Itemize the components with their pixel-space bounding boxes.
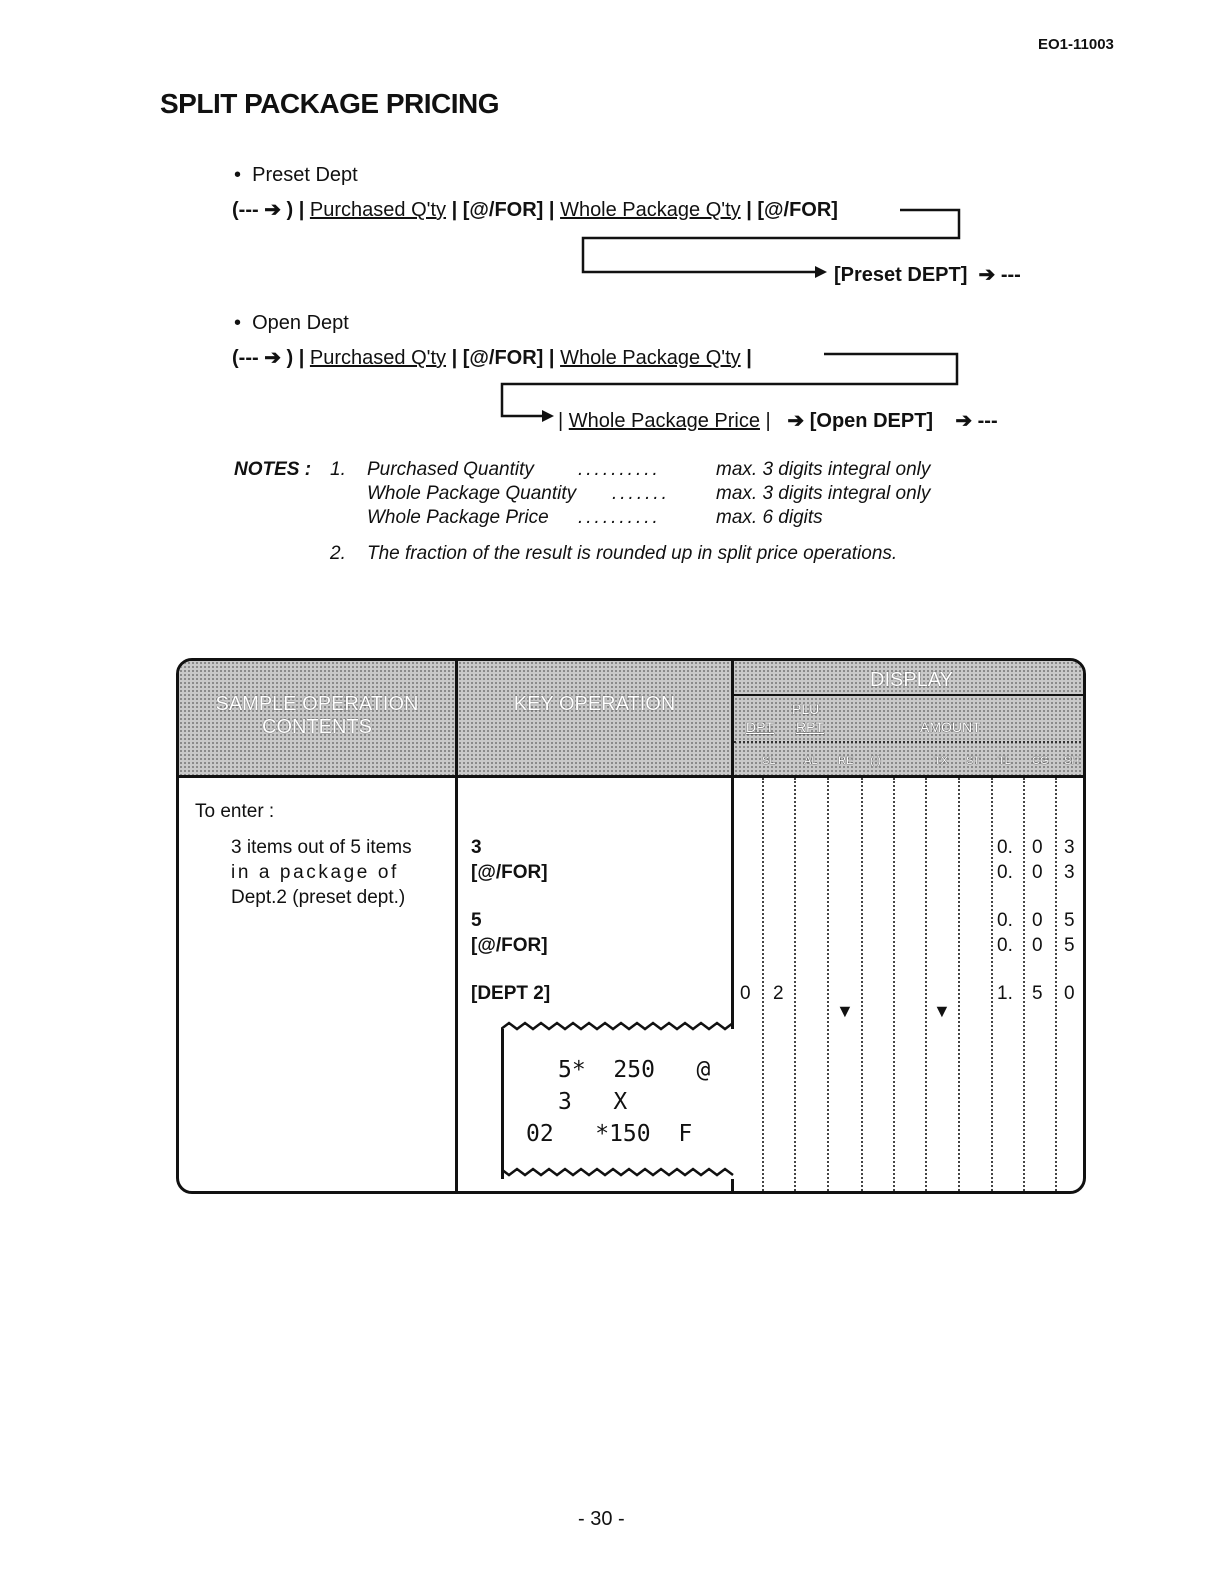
- indicator-cg: CG: [1032, 755, 1049, 767]
- indicator-sh: SH: [1064, 755, 1080, 767]
- indicator-tl: TL: [998, 755, 1011, 767]
- receipt-tear-bottom: [501, 1165, 735, 1179]
- notes-label: NOTES :: [234, 459, 312, 480]
- open-trail: ---: [977, 410, 998, 432]
- receipt-tear-top: [501, 1021, 735, 1035]
- note-desc: max. 3 digits integral only: [716, 459, 931, 480]
- arrow-icon: ➔: [978, 264, 996, 286]
- receipt-line: 5* 250 @: [558, 1057, 711, 1083]
- preset-lead-close: ): [280, 199, 294, 221]
- display-column: [991, 778, 993, 1191]
- sample-desc-line: 3 items out of 5 items: [231, 837, 412, 858]
- note-row: Whole Package Price: [367, 507, 549, 528]
- display-digit: 0: [1064, 983, 1075, 1004]
- display-digit: 0.: [997, 935, 1013, 956]
- display-digit: 0: [1032, 837, 1043, 858]
- note-dots: ..........: [578, 459, 661, 480]
- display-digit: 0.: [997, 910, 1013, 931]
- indicator-sl: SL: [762, 755, 776, 767]
- indicator-minus: (-): [870, 755, 881, 767]
- note-desc: max. 3 digits integral only: [716, 483, 931, 504]
- open-lead-close: ): [280, 347, 294, 369]
- header-dpt: DPT: [746, 719, 774, 735]
- receipt-line: 02 *150 F: [526, 1121, 693, 1147]
- preset-bullet: • Preset Dept: [234, 164, 358, 186]
- display-column: [1023, 778, 1025, 1191]
- page-number: - 30 -: [578, 1508, 625, 1530]
- operation-table: [176, 658, 1086, 1194]
- sample-desc-line: Dept.2 (preset dept.): [231, 887, 406, 908]
- note-desc: max. 6 digits: [716, 507, 823, 528]
- open-end-key: [Open DEPT]: [809, 410, 934, 432]
- document-number: EO1-11003: [1038, 36, 1114, 53]
- display-column: [827, 778, 829, 1191]
- arrow-icon: ➔: [264, 347, 281, 369]
- header-key-label: KEY OPERATION: [513, 693, 676, 715]
- display-column: [925, 778, 927, 1191]
- indicator-st: ST: [966, 755, 981, 767]
- key-step: [DEPT 2]: [471, 983, 551, 1004]
- arrow-icon: ➔: [264, 199, 281, 221]
- display-digit: 5: [1032, 983, 1043, 1004]
- preset-bullet-label: Preset Dept: [252, 164, 358, 186]
- note-dots: .......: [612, 483, 670, 504]
- display-digit: 0: [1032, 910, 1043, 931]
- display-column: [861, 778, 863, 1191]
- page-title: SPLIT PACKAGE PRICING: [160, 88, 500, 119]
- open-flow: (--- ➔ ) | Purchased Q'ty | [@/FOR] | Whole Package Q'ty |: [232, 347, 752, 369]
- open-whole-price: Whole Package Price: [568, 410, 760, 432]
- open-bullet: • Open Dept: [234, 312, 349, 334]
- display-column: [958, 778, 960, 1191]
- display-digit: 0: [1032, 862, 1043, 883]
- preset-end: [834, 262, 1021, 287]
- display-column: [794, 778, 796, 1191]
- note-2-number: 2.: [330, 543, 346, 564]
- preset-trail: ---: [1000, 264, 1021, 286]
- display-digit: 3: [1064, 862, 1075, 883]
- display-digit: 1.: [997, 983, 1013, 1004]
- header-rule: [179, 775, 1083, 778]
- note-dots: ..........: [578, 507, 661, 528]
- note-2-text: The fraction of the result is rounded up in split price operations.: [367, 543, 898, 564]
- note-1-number: 1.: [330, 459, 346, 480]
- open-purchased: Purchased Q'ty: [309, 347, 447, 369]
- indicator-re: RE: [838, 755, 854, 767]
- display-digit: 2: [773, 983, 784, 1004]
- preset-purchased: Purchased Q'ty: [309, 199, 447, 221]
- key-step: [@/FOR]: [471, 935, 548, 956]
- preset-whole-qty: Whole Package Q'ty: [560, 199, 741, 221]
- preset-atfor-2: [@/FOR]: [757, 199, 838, 221]
- header-key-operation: [458, 661, 731, 775]
- display-digit: 0.: [997, 837, 1013, 858]
- header-sample-line-1: SAMPLE OPERATION: [215, 693, 419, 715]
- arrow-icon: ➔: [955, 410, 973, 432]
- display-column: [893, 778, 895, 1191]
- indicator-triangle-icon: ▼: [933, 1001, 951, 1021]
- open-whole-qty: Whole Package Q'ty: [560, 347, 741, 369]
- to-enter-label: To enter :: [195, 801, 275, 822]
- key-step: 3: [471, 837, 482, 858]
- header-display-label: DISPLAY: [870, 669, 953, 691]
- display-column: [762, 778, 764, 1191]
- display-digit: 0.: [997, 862, 1013, 883]
- open-bullet-label: Open Dept: [252, 312, 349, 334]
- key-step: 5: [471, 910, 482, 931]
- receipt-line: 3 X: [558, 1089, 628, 1115]
- indicator-triangle-icon: ▼: [836, 1001, 854, 1021]
- display-digit: 0: [740, 983, 751, 1004]
- column-rule: [455, 661, 458, 1191]
- header-display: [734, 661, 1086, 775]
- header-sample-line-2: CONTENTS: [262, 716, 372, 738]
- header-amount: AMOUNT: [920, 719, 981, 735]
- preset-flow: (--- ➔ ) | Purchased Q'ty | [@/FOR] | Whole Package Q'ty | [@/FOR]: [232, 199, 838, 221]
- header-rpt: RPT: [796, 719, 824, 735]
- open-lead: (---: [232, 347, 265, 369]
- preset-end-key: [Preset DEPT]: [834, 264, 968, 286]
- note-row: Purchased Quantity: [367, 459, 534, 480]
- note-row: Whole Package Quantity: [367, 483, 577, 504]
- display-digit: 0: [1032, 935, 1043, 956]
- indicator-al: AL: [804, 755, 818, 767]
- display-digit: 5: [1064, 935, 1075, 956]
- preset-lead: (---: [232, 199, 265, 221]
- preset-atfor-1: [@/FOR]: [462, 199, 544, 221]
- sample-desc-line: in a package of: [231, 862, 399, 883]
- header-plu: PLU: [792, 701, 820, 717]
- display-digit: 5: [1064, 910, 1075, 931]
- header-sample-operation: [179, 661, 455, 775]
- open-atfor-1: [@/FOR]: [462, 347, 544, 369]
- indicator-tx: TX: [934, 755, 949, 767]
- arrow-icon: ➔: [787, 410, 805, 432]
- key-step: [@/FOR]: [471, 862, 548, 883]
- display-divider: [734, 694, 1086, 696]
- display-divider-dotted: [734, 741, 1086, 743]
- display-digit: 3: [1064, 837, 1075, 858]
- display-column: [1055, 778, 1057, 1191]
- open-end: | Whole Package Price | ➔ [Open DEPT] ➔ ---: [558, 410, 998, 432]
- receipt-printout: [501, 1029, 734, 1179]
